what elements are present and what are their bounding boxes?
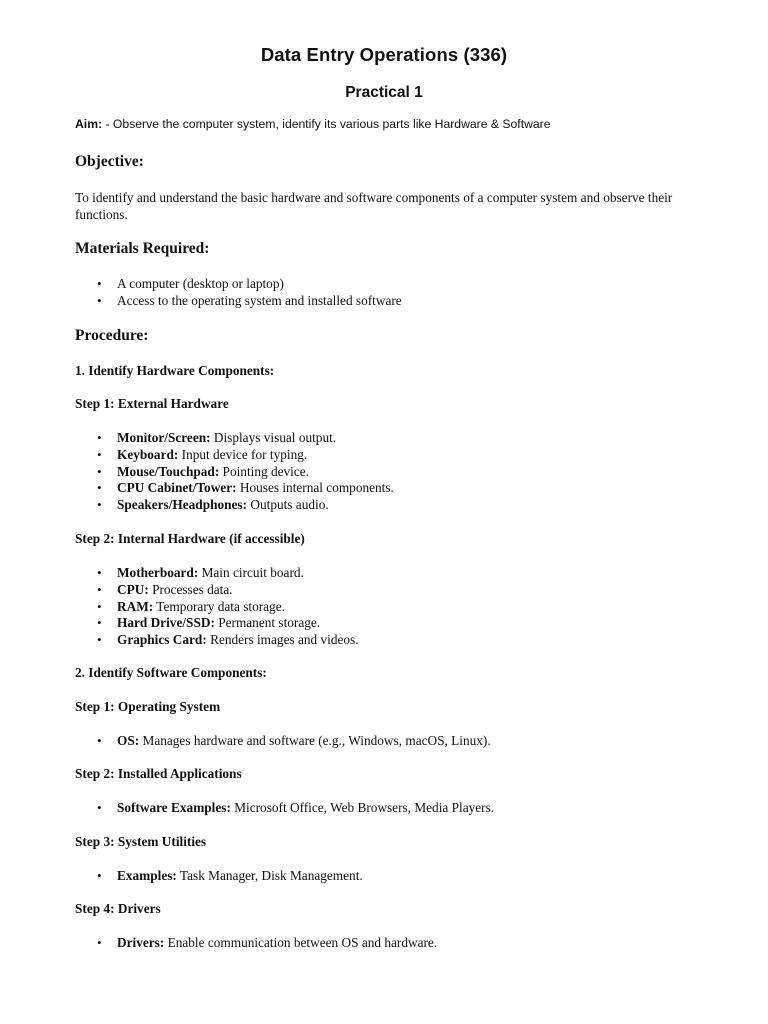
operating-system-heading: Step 1: Operating System xyxy=(75,699,221,714)
list-item-term: Drivers: xyxy=(117,935,165,950)
installed-applications-list xyxy=(75,800,494,817)
drivers-list xyxy=(75,935,437,952)
objective-text: To identify and understand the basic hardware and software components of a computer system and observe their functions. xyxy=(75,190,673,222)
list-item xyxy=(75,615,359,632)
bullet-icon: • xyxy=(97,935,102,950)
list-item-description: Main circuit board. xyxy=(198,565,304,580)
internal-hardware-list xyxy=(75,565,359,649)
bullet-icon: • xyxy=(97,480,102,496)
list-item-term: Hard Drive/SSD: xyxy=(117,615,215,631)
software-heading: 2. Identify Software Components: xyxy=(75,665,267,680)
internal-hardware-heading: Step 2: Internal Hardware (if accessible) xyxy=(75,531,305,546)
list-item xyxy=(75,935,437,952)
document-title: Data Entry Operations (336) xyxy=(260,44,508,65)
list-item xyxy=(75,430,394,447)
document-subtitle: Practical 1 xyxy=(345,84,423,101)
bullet-icon: • xyxy=(97,446,102,462)
bullet-icon: • xyxy=(97,463,102,479)
list-item-term: Speakers/Headphones: xyxy=(117,497,248,513)
list-item-description: Houses internal components. xyxy=(236,480,394,496)
list-item-description: Microsoft Office, Web Browsers, Media Players. xyxy=(230,800,495,815)
aim-label: Aim: xyxy=(75,117,103,131)
external-hardware-heading: Step 1: External Hardware xyxy=(75,396,229,411)
installed-applications-heading: Step 2: Installed Applications xyxy=(75,766,242,781)
bullet-icon: • xyxy=(97,868,102,883)
list-item-description: Processes data. xyxy=(148,581,233,597)
list-item xyxy=(75,800,494,817)
materials-heading: Materials Required: xyxy=(75,240,210,257)
list-item xyxy=(75,480,394,497)
list-item xyxy=(75,632,359,649)
list-item-term: Examples: xyxy=(117,868,177,883)
bullet-icon: • xyxy=(97,430,102,445)
list-item-description: Permanent storage. xyxy=(214,615,321,631)
list-item-description: Pointing device. xyxy=(219,463,309,479)
aim-text: - Observe the computer system, identify its various parts like Hardware & Software xyxy=(102,117,551,131)
list-item-description: Manages hardware and software (e.g., Windows, macOS, Linux). xyxy=(139,733,491,748)
system-utilities-heading: Step 3: System Utilities xyxy=(75,834,207,849)
list-item-term: Motherboard: xyxy=(117,565,199,580)
list-item xyxy=(75,599,359,616)
hardware-heading: 1. Identify Hardware Components: xyxy=(75,363,275,378)
list-item-description: Displays visual output. xyxy=(210,430,337,445)
bullet-icon: • xyxy=(97,733,102,748)
bullet-icon: • xyxy=(97,615,102,631)
materials-list xyxy=(75,276,402,310)
bullet-icon: • xyxy=(97,632,102,648)
list-item-description: Task Manager, Disk Management. xyxy=(176,868,363,883)
objective-heading: Objective: xyxy=(75,153,144,170)
list-item-text: Access to the operating system and installed software xyxy=(117,292,402,308)
list-item-text: A computer (desktop or laptop) xyxy=(117,276,284,291)
list-item-description: Enable communication between OS and hardware. xyxy=(164,935,438,950)
list-item xyxy=(75,276,402,293)
list-item-term: CPU: xyxy=(117,581,149,597)
drivers-heading: Step 4: Drivers xyxy=(75,901,161,916)
list-item xyxy=(75,868,363,885)
list-item xyxy=(75,464,394,481)
bullet-icon: • xyxy=(97,497,102,513)
list-item-term: Graphics Card: xyxy=(117,632,207,648)
procedure-heading: Procedure: xyxy=(75,327,149,344)
list-item xyxy=(75,733,491,750)
list-item-description: Renders images and videos. xyxy=(206,632,359,648)
operating-system-list xyxy=(75,733,491,750)
aim-line xyxy=(75,117,551,131)
list-item-description: Temporary data storage. xyxy=(153,598,285,614)
list-item-term: Keyboard: xyxy=(117,446,179,462)
external-hardware-list xyxy=(75,430,394,514)
list-item xyxy=(75,293,402,310)
list-item-term: Monitor/Screen: xyxy=(117,430,211,445)
list-item-description: Input device for typing. xyxy=(178,446,308,462)
bullet-icon: • xyxy=(97,598,102,614)
list-item-term: RAM: xyxy=(117,598,154,614)
bullet-icon: • xyxy=(97,276,102,291)
list-item-term: CPU Cabinet/Tower: xyxy=(117,480,237,496)
bullet-icon: • xyxy=(97,565,102,580)
list-item xyxy=(75,447,394,464)
list-item-term: Software Examples: xyxy=(117,800,231,815)
system-utilities-list xyxy=(75,868,363,885)
bullet-icon: • xyxy=(97,800,102,815)
list-item xyxy=(75,565,359,582)
list-item xyxy=(75,582,359,599)
list-item xyxy=(75,497,394,514)
list-item-term: OS: xyxy=(117,733,140,748)
list-item-description: Outputs audio. xyxy=(247,497,329,513)
bullet-icon: • xyxy=(97,581,102,597)
bullet-icon: • xyxy=(97,292,102,308)
list-item-term: Mouse/Touchpad: xyxy=(117,463,220,479)
